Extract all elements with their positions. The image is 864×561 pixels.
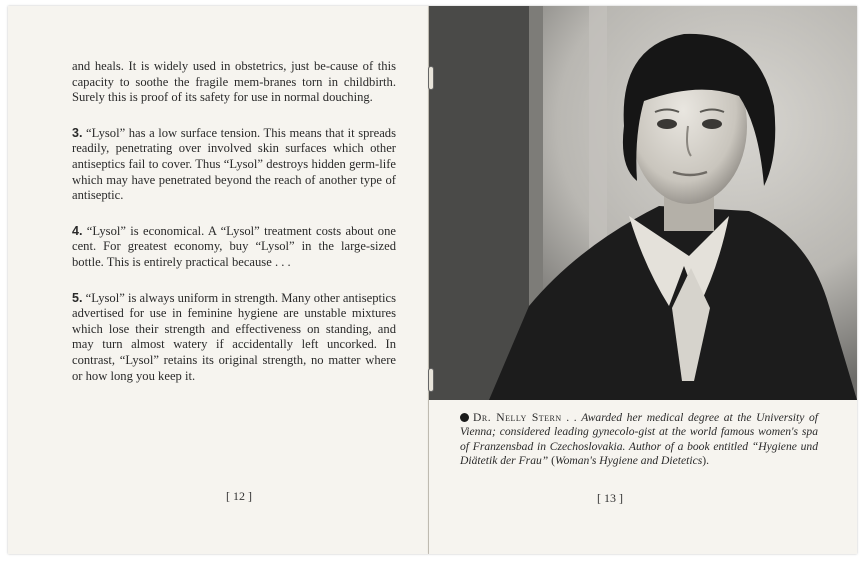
portrait-illustration (429, 6, 857, 400)
paragraph-number: 3. (72, 125, 83, 140)
caption-text: Awarded her medical degree at the University of Vienna; considered leading gynecolo-gist at the world famous women's spa of Franzensbad in Czechoslovakia. Author of a book entitled “Hygiene und Diätetik der Frau” (460, 411, 818, 468)
bullet-icon (460, 413, 469, 422)
caption-translation: Woman's Hygiene and Dietetics (555, 454, 703, 468)
left-eye (657, 119, 677, 129)
paragraph-text: “Lysol” is always uniform in strength. Many other antiseptics advertised for use in feminine hygiene are unstable mixtures which lose their strength and effectiveness on standing, and may turn almost watery if accidentally left uncorked. In contrast, “Lysol” retains its original strength, no matter where or how long you keep it. (72, 290, 396, 383)
staple-bottom (428, 368, 434, 392)
caption-name: Dr. Nelly Stern (473, 411, 562, 424)
right-page (429, 6, 857, 554)
left-page (8, 6, 429, 554)
paragraph-4 (72, 224, 396, 271)
page-number-right: [ 13 ] (597, 491, 623, 505)
right-eye (702, 119, 722, 129)
photo-caption (460, 411, 818, 469)
left-page-text (72, 59, 396, 404)
paragraph-5 (72, 291, 396, 385)
caption-paren-open: ( (548, 454, 555, 468)
staple-top (428, 66, 434, 90)
photo-shadow-left (429, 6, 529, 400)
paragraph-continuation: and heals. It is widely used in obstetrics, just be-cause of this capacity to soothe the fragile mem-branes torn in childbirth. Surely this is proof of its safety for use in normal douching. (72, 59, 396, 105)
caption-separator: . . (561, 411, 582, 424)
portrait-photo (429, 6, 857, 400)
paragraph-3 (72, 126, 396, 204)
caption-paren-close: ). (702, 454, 710, 468)
paragraph-number: 5. (72, 290, 83, 305)
paragraph-number: 4. (72, 223, 83, 238)
paragraph-text: “Lysol” is economical. A “Lysol” treatment costs about one cent. For greatest economy, buy “Lysol” in the large-sized bottle. This is entirely practical because . . . (72, 223, 396, 269)
page-number-left: [ 12 ] (226, 489, 252, 503)
paragraph-text: “Lysol” has a low surface tension. This means that it spreads readily, penetrating over involved skin surfaces which other antiseptics fail to cover. Thus “Lysol” destroys hidden germ-life which may have penetrated beyond the reach of another type of antiseptic. (72, 125, 396, 203)
